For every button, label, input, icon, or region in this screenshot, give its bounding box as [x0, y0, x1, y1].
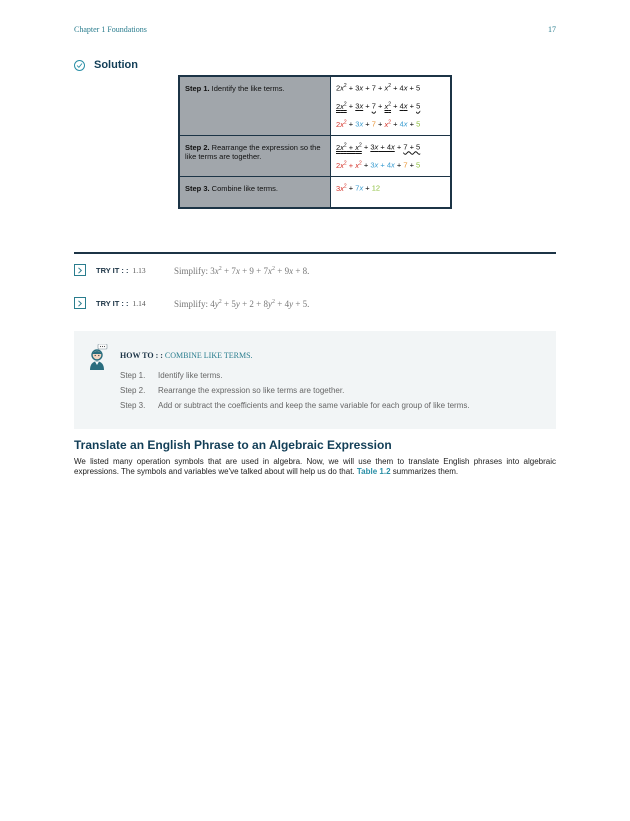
how-to-step-number: Step 1. [120, 371, 146, 380]
expression-marked: $2x^2 + 3x + 7 + x^2 + 4x + 5$ [336, 101, 421, 111]
try-it-1-14[interactable] [74, 297, 310, 309]
how-to-step-text: Add or subtract the coefficients and keep the same variable for each group of like terms. [158, 401, 470, 410]
running-header-chapter: Chapter 1 Foundations [74, 25, 147, 34]
solution-heading [74, 59, 138, 71]
how-to-box [74, 331, 556, 429]
try-it-label: TRY IT : : [96, 298, 129, 308]
check-circle-icon [74, 60, 85, 71]
step-row [179, 76, 451, 136]
try-it-problem: Simplify: $4y^2 + 5y + 2 + 8y^2 + 4y + 5$. [174, 299, 310, 309]
step-math-cell [331, 177, 452, 209]
try-it-prefix: Simplify: [174, 266, 209, 276]
step-number: Step 2. [185, 143, 210, 152]
expression-colored: $2x^2 + 3x + 7 + x^2 + 4x + 5$ [336, 119, 421, 129]
try-it-prefix: Simplify: [174, 299, 209, 309]
section-paragraph [74, 457, 556, 477]
step-math-cell [331, 76, 452, 136]
step-number: Step 1. [185, 84, 210, 93]
how-to-step [120, 371, 222, 380]
step-number: Step 3. [185, 184, 210, 193]
expression-marked: $2x^2 + x^2 + 3x + 4x + 7 + 5$ [336, 142, 421, 152]
how-to-step [120, 401, 470, 410]
chevron-right-icon[interactable] [74, 297, 86, 309]
paragraph-text-end: summarizes them. [390, 467, 459, 476]
expression-colored: $3x^2 + 7x + 12$ [336, 183, 381, 193]
how-to-title [120, 351, 253, 360]
how-to-step-text: Rearrange the expression so like terms are together. [158, 386, 345, 395]
solution-title: Solution [94, 59, 138, 71]
expression: $2x^2 + 3x + 7 + x^2 + 4x + 5$ [336, 83, 421, 93]
solution-steps-table [178, 75, 452, 209]
try-it-label: TRY IT : : [96, 265, 129, 275]
step-math-cell [331, 136, 452, 177]
step-row [179, 136, 451, 177]
try-it-1-13[interactable] [74, 264, 310, 276]
how-to-heading: COMBINE LIKE TERMS. [164, 351, 253, 360]
section-divider [74, 252, 556, 254]
how-to-step-number: Step 2. [120, 386, 146, 395]
step-row [179, 177, 451, 209]
expression-colored: $2x^2 + x^2 + 3x + 4x + 7 + 5$ [336, 160, 421, 170]
table-1-2-link[interactable]: Table 1.2 [356, 467, 391, 476]
how-to-step-text: Identify like terms. [158, 371, 223, 380]
page-number: 17 [548, 25, 556, 34]
step-label-cell [179, 177, 331, 209]
step-description: Combine like terms. [209, 184, 278, 193]
try-it-number: 1.14 [132, 298, 146, 308]
section-heading: Translate an English Phrase to an Algebraic Expression [74, 438, 392, 452]
paragraph-text: We listed many operation symbols that are used in algebra. Now, we will use them to translate English phrases into algebraic expressions. The symbols and variables we've talked about will help us do that. [74, 457, 556, 476]
step-label-cell [179, 136, 331, 177]
how-to-prefix: HOW TO : : [120, 351, 163, 360]
step-label-cell [179, 76, 331, 136]
instructor-avatar-icon [88, 344, 108, 370]
how-to-step-number: Step 3. [120, 401, 146, 410]
chevron-right-icon[interactable] [74, 264, 86, 276]
how-to-step [120, 386, 344, 395]
try-it-number: 1.13 [132, 265, 146, 275]
step-description: Identify the like terms. [209, 84, 285, 93]
step-description: Rearrange the expression so the like terms are together. [185, 143, 321, 161]
try-it-problem: Simplify: $3x^2 + 7x + 9 + 7x^2 + 9x + 8$. [174, 266, 310, 276]
